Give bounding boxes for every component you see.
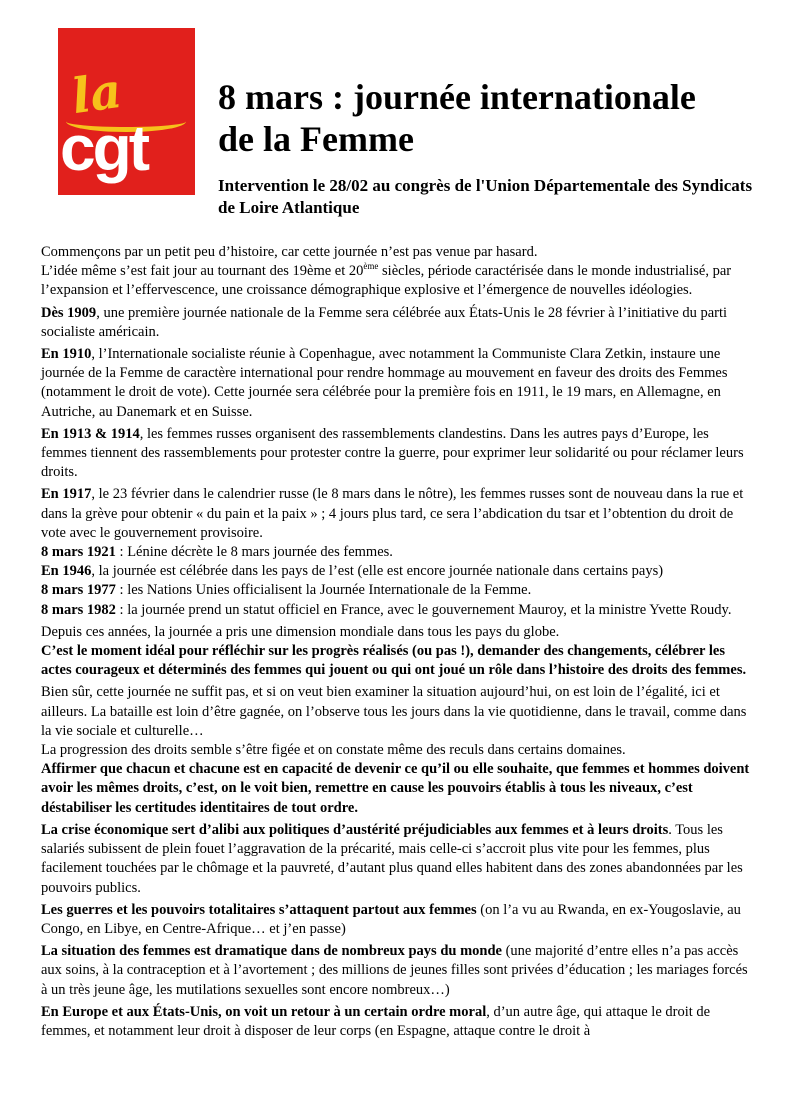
paragraph: Commençons par un petit peu d’histoire, car cette journée n’est pas venue par hasard. — [41, 244, 538, 260]
title-line-2: de la Femme — [218, 119, 414, 159]
paragraph: 8 mars 1977 : les Nations Unies officialisent la Journée Internationale de la Femme. — [41, 582, 532, 599]
paragraph: La crise économique sert d’alibi aux politiques d’austérité préjudiciables aux femmes et à leurs droits. Tous les salariés subissent de plein fouet l’aggravation de la précarité, mais celle-ci s’accroit plus vite pour les femmes, plus facilement touchées par le chômage et la pauvreté, d’autant plus quand elles habitent dans des zones abandonnées par les pouvoirs publics. — [41, 821, 743, 896]
paragraph: Depuis ces années, la journée a pris une dimension mondiale dans tous les pays du globe. — [41, 623, 560, 640]
paragraph: Affirmer que chacun et chacune est en capacité de devenir ce qu’il ou elle souhaite, que femmes et hommes doivent avoir les mêmes droits, c’est, on le voit bien, remettre en cause les pouvoirs établis à tous les niveaux, c’est déstabiliser les certitudes identitaires de tout ordre. — [41, 761, 750, 816]
article-body — [41, 243, 753, 1044]
paragraph: En 1946, la journée est célébrée dans les pays de l’est (elle est encore journée nationale dans certains pays) — [41, 563, 664, 580]
paragraph: En 1913 & 1914, les femmes russes organisent des rassemblements clandestins. Dans les autres pays d’Europe, les femmes tiennent des rassemblements pour protester contre la guerre, pour exprimer leur solidarité ou pour réclamer leurs droits. — [41, 425, 744, 481]
paragraph: La situation des femmes est dramatique dans de nombreux pays du monde (une majorité d’entre elles n’a pas accès aux soins, à la contraception et à l’avortement ; des millions de jeunes filles sont privées d’éducation ; les mariages forcés à un très jeune âge, les mutilations sexuelles sont encore nombreux…) — [41, 943, 748, 998]
paragraph: En 1910, l’Internationale socialiste réunie à Copenhague, avec notamment la Communiste Clara Zetkin, instaure une journée de la Femme de caractère international pour rendre hommage au mouvement en faveur des droits des Femmes (notamment le droit de vote). Cette journée sera célébrée pour la première fois en 1911, le 19 mars, en Allemagne, en Autriche, au Danemark et en Suisse. — [41, 346, 728, 420]
cgt-logo — [58, 28, 195, 195]
paragraph: C’est le moment idéal pour réfléchir sur les progrès réalisés (ou pas !), demander des changements, célébrer les actes courageux et déterminés des femmes qui jouent ou qui ont joué un rôle dans l’histoire des droits des femmes. — [41, 643, 747, 679]
page-title — [218, 76, 778, 160]
logo-la-text: la — [68, 62, 126, 126]
paragraph: En 1917, le 23 février dans le calendrier russe (le 8 mars dans le nôtre), les femmes russes sont de nouveau dans la rue et dans la grève pour obtenir « du pain et la paix » ; 4 jours plus tard, ce sera l’abdication du tsar et l’obtention du droit de vote avec le gouvernement provisoire. — [41, 486, 744, 541]
logo-cgt-text: cgt — [60, 112, 147, 184]
paragraph: En Europe et aux États-Unis, on voit un retour à un certain ordre moral, d’un autre âge, qui attaque le droit de femmes, et notamment leur droit à disposer de leur corps (en Espagne, attaque contre le droit à — [41, 1003, 711, 1039]
page-subtitle: Intervention le 28/02 au congrès de l'Union Départementale des Syndicats de Loire Atlantique — [218, 176, 753, 217]
title-line-1: 8 mars : journée internationale — [218, 77, 696, 117]
paragraph: Bien sûr, cette journée ne suffit pas, et si on veut bien examiner la situation aujourd’hui, on est loin de l’égalité, ici et ailleurs. La bataille est loin d’être gagnée, on l’observe tous les jours dans la vie quotidienne, dans le travail, comme dans la vie sociale et culturelle… — [41, 684, 747, 739]
paragraph: La progression des droits semble s’être figée et on constate même des reculs dans certains domaines. — [41, 742, 626, 759]
paragraph: 8 mars 1921 : Lénine décrète le 8 mars journée des femmes. — [41, 544, 393, 561]
paragraph: L’idée même s’est fait jour au tournant des 19ème et 20ème siècles, période caractérisée dans le monde industrialisé, par l’expansion et l’effervescence, une croissance démographique explosive et l’émergence de nouvelles idéologies. — [41, 261, 732, 299]
paragraph: Dès 1909, une première journée nationale de la Femme sera célébrée aux États-Unis le 28 février à l’initiative du parti socialiste américain. — [41, 304, 728, 340]
paragraph: Les guerres et les pouvoirs totalitaires s’attaquent partout aux femmes (on l’a vu au Rwanda, en ex-Yougoslavie, au Congo, en Libye, en Centre-Afrique… et j’en passe) — [41, 901, 741, 937]
paragraph: 8 mars 1982 : la journée prend un statut officiel en France, avec le gouvernement Mauroy, et la ministre Yvette Roudy. — [41, 601, 732, 618]
